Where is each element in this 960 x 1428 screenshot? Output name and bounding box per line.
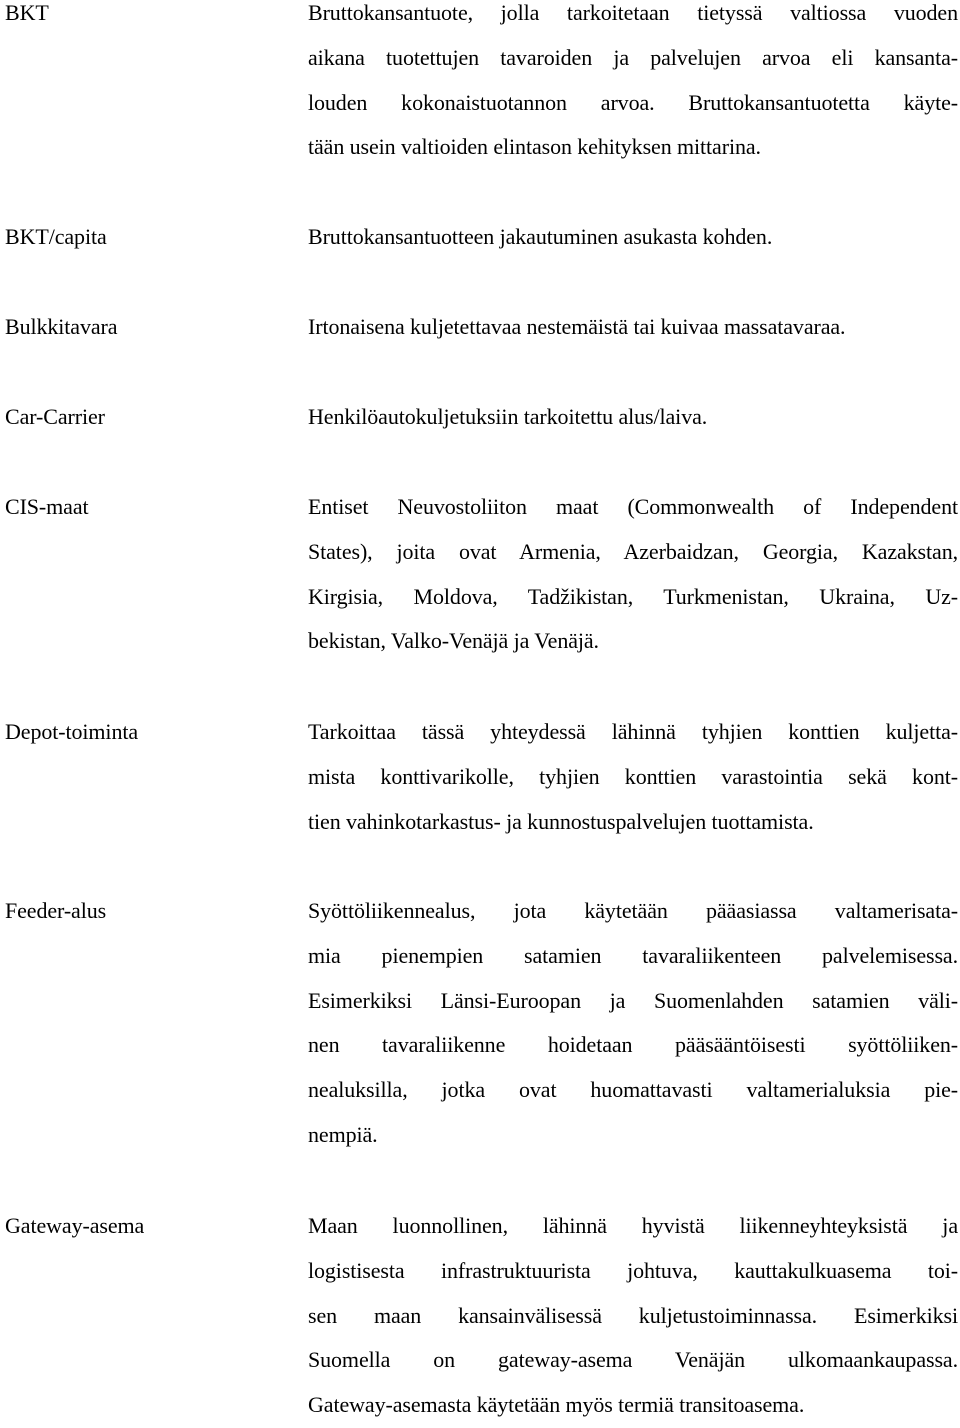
glossary-definition xyxy=(308,485,958,664)
definition-line: Bruttokansantuote, jolla tarkoitetaan tietyssä valtiossa vuoden xyxy=(308,0,958,25)
definition-line: Maan luonnollinen, lähinnä hyvistä liikenneyhteyksistä ja xyxy=(308,1213,958,1238)
glossary-term: BKT xyxy=(5,0,49,25)
definition-line: States), joita ovat Armenia, Azerbaidzan, Georgia, Kazakstan, xyxy=(308,538,958,564)
definition-line: Entiset Neuvostoliiton maat (Commonwealth of Independent xyxy=(308,494,958,519)
glossary-term: Bulkkitavara xyxy=(5,314,118,339)
definition-line: tään usein valtioiden elintason kehityksen mittarina. xyxy=(308,134,761,160)
glossary-definition xyxy=(308,215,958,260)
definition-line: nempiä. xyxy=(308,1121,378,1147)
glossary-term: BKT/capita xyxy=(5,224,107,249)
definition-line: nen tavaraliikenne hoidetaan pääsääntöisesti syöttöliiken- xyxy=(308,1032,958,1058)
glossary-definition xyxy=(308,889,958,1158)
glossary-definition xyxy=(308,0,958,170)
glossary-definition xyxy=(308,1204,958,1428)
definition-line: louden kokonaistuotannon arvoa. Bruttokansantuotetta käyte- xyxy=(308,89,958,115)
definition-line: Suomella on gateway-asema Venäjän ulkomaankaupassa. xyxy=(308,1347,958,1373)
definition-line: mia pienempien satamien tavaraliikenteen palvelemisessa. xyxy=(308,942,958,968)
glossary-term: Depot-toiminta xyxy=(5,719,139,744)
definition-line: Syöttöliikennealus, jota käytetään pääasiassa valtamerisata- xyxy=(308,898,958,923)
definition-line: Irtonaisena kuljetettavaa nestemäistä tai kuivaa massatavaraa. xyxy=(308,314,846,339)
definition-line: nealuksilla, jotka ovat huomattavasti valtamerialuksia pie- xyxy=(308,1077,958,1103)
glossary-definition xyxy=(308,395,958,440)
definition-line: sen maan kansainvälisessä kuljetustoiminnassa. Esimerkiksi xyxy=(308,1302,958,1328)
definition-line: Gateway-asemasta käytetään myös termiä transitoasema. xyxy=(308,1392,805,1418)
glossary-term: Gateway-asema xyxy=(5,1213,145,1238)
glossary-definition xyxy=(308,305,958,350)
definition-line: Kirgisia, Moldova, Tadžikistan, Turkmenistan, Ukraina, Uz- xyxy=(308,583,958,609)
glossary-term: Car-Carrier xyxy=(5,404,105,429)
glossary-term: Feeder-alus xyxy=(5,898,107,923)
definition-line: Tarkoittaa tässä yhteydessä lähinnä tyhjien konttien kuljetta- xyxy=(308,719,958,744)
glossary-definition xyxy=(308,710,958,844)
definition-line: tien vahinkotarkastus- ja kunnostuspalvelujen tuottamista. xyxy=(308,808,814,834)
definition-line: aikana tuotettujen tavaroiden ja palvelujen arvoa eli kansanta- xyxy=(308,44,958,70)
definition-line: mista konttivarikolle, tyhjien konttien varastointia sekä kont- xyxy=(308,763,958,789)
definition-line: Esimerkiksi Länsi-Euroopan ja Suomenlahden satamien väli- xyxy=(308,987,958,1013)
definition-line: logistisesta infrastruktuurista johtuva, kauttakulkuasema toi- xyxy=(308,1257,958,1283)
glossary-term: CIS-maat xyxy=(5,494,89,519)
definition-line: Henkilöautokuljetuksiin tarkoitettu alus/laiva. xyxy=(308,404,708,429)
definition-line: bekistan, Valko-Venäjä ja Venäjä. xyxy=(308,628,599,654)
definition-line: Bruttokansantuotteen jakautuminen asukasta kohden. xyxy=(308,224,773,249)
